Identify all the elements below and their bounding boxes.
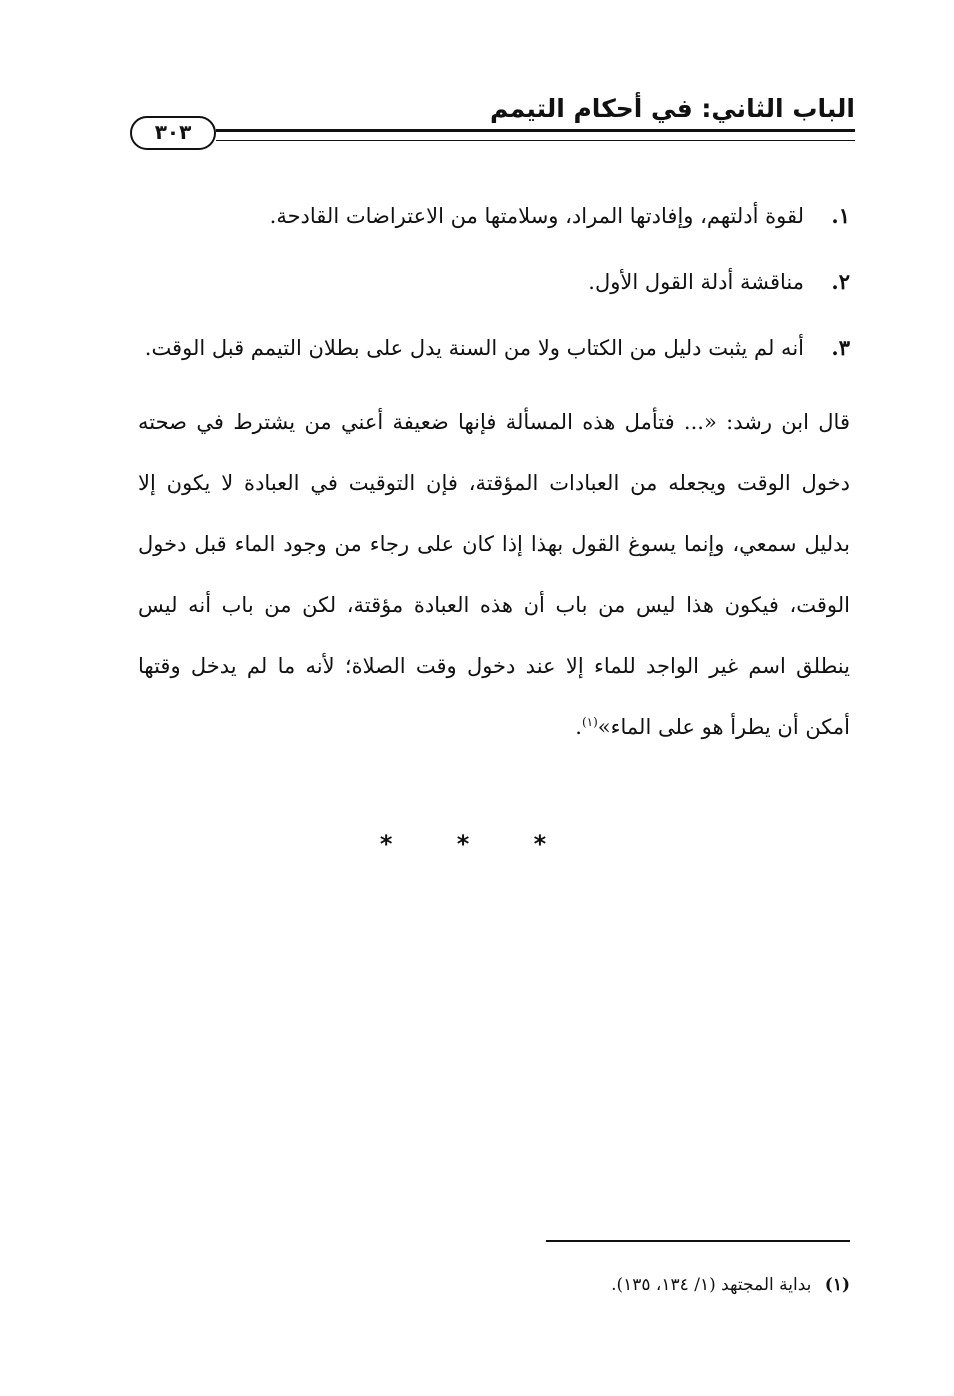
chapter-title: الباب الثاني: في أحكام التيمم (490, 94, 855, 123)
quote-paragraph (138, 392, 850, 758)
footnote (400, 1270, 850, 1300)
list-number: ٢. (831, 269, 850, 294)
footnote-text: بداية المجتهد (١/ ١٣٤، ١٣٥). (611, 1275, 812, 1295)
footnote-rule (546, 1240, 850, 1242)
list-item (138, 252, 850, 318)
list-number: ١. (831, 203, 850, 228)
list-item (138, 186, 850, 252)
quote-end: . (575, 715, 582, 739)
list-text: أنه لم يثبت دليل من الكتاب ولا من السنة يدل على بطلان التيمم قبل الوقت. (144, 336, 804, 360)
list-text: لقوة أدلتهم، وإفادتها المراد، وسلامتها من الاعتراضات القادحة. (269, 204, 804, 228)
quote-text: قال ابن رشد: «... فتأمل هذه المسألة فإنها ضعيفة أعني من يشترط في صحته دخول الوقت ويجعله من العبادات المؤقتة، فإن التوقيت في العبادة لا يكون إلا بدليل سمعي، وإنما يسوغ القول بهذا إذا كان على رجاء من وجود الماء قبل دخول الوقت، فيكون هذا ليس من باب أن هذه العبادة مؤقتة، لكن من باب أنه ليس ينطلق اسم غير الواجد للماء إلا عند دخول وقت الصلاة؛ لأنه ما لم يدخل وقتها أمكن أن يطرأ هو على الماء» (138, 410, 850, 739)
section-separator: * * * (379, 830, 575, 858)
page-header (130, 92, 855, 154)
footnote-reference: (١) (581, 715, 598, 729)
list-number: ٣. (831, 335, 850, 360)
list-text: مناقشة أدلة القول الأول. (588, 270, 804, 294)
header-rule (216, 129, 855, 141)
page-number: ٣٠٣ (130, 116, 216, 150)
page-body (138, 186, 850, 779)
footnote-number: (١) (824, 1275, 850, 1295)
list-item (138, 318, 850, 384)
